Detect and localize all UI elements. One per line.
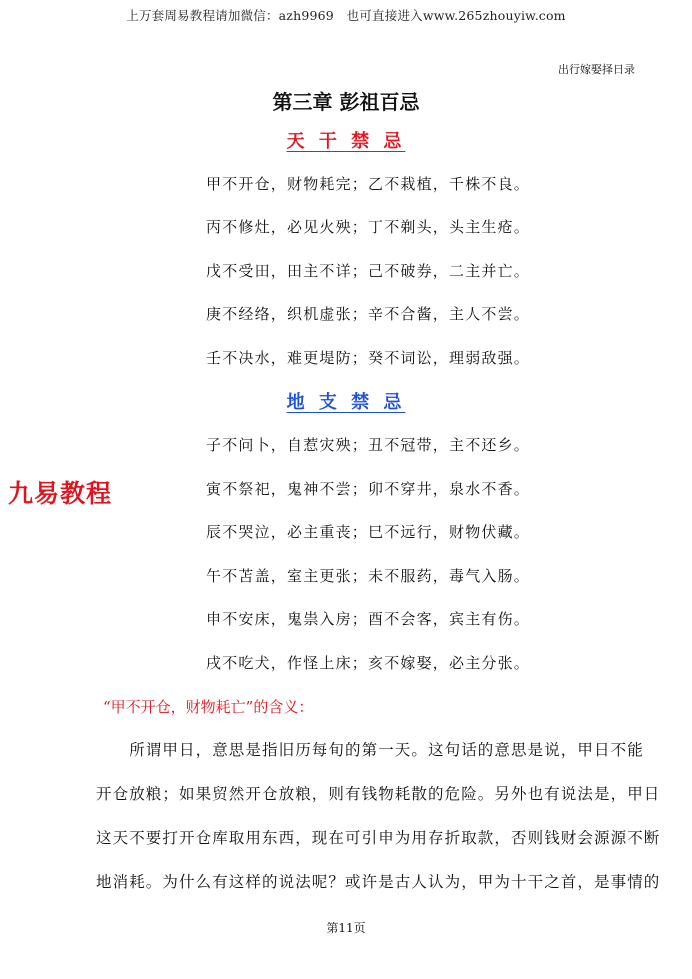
verse-line: 寅不祭祀，鬼神不尝；卯不穿井，泉水不香。: [206, 480, 531, 498]
section-title-dizhi: 地 支 禁 忌: [286, 392, 406, 413]
paragraph-line: 这天不要打开仓库取用东西，现在可引申为用存折取款，否则钱财会源源不断: [96, 829, 661, 847]
verse-line: 甲不开仓，财物耗完；乙不栽植，千株不良。: [206, 175, 531, 193]
watermark-logo: 九易教程: [8, 479, 113, 508]
section-title-tiangan: 天 干 禁 忌: [286, 131, 406, 152]
verse-line: 申不安床，鬼祟入房；酉不会客，宾主有伤。: [206, 610, 531, 628]
verse-line: 午不苫盖，室主更张；未不服药，毒气入肠。: [206, 567, 531, 585]
verse-line: 戊不受田，田主不详；己不破券，二主并亡。: [206, 262, 531, 280]
paragraph-line: 所谓甲日，意思是指旧历每旬的第一天。这句话的意思是说，甲日不能: [96, 741, 644, 759]
chapter-title: 第三章 彭祖百忌: [272, 90, 420, 114]
page-number: 第11页: [326, 921, 366, 935]
paragraph-line: 开仓放粮；如果贸然开仓放粮，则有钱物耗散的危险。另外也有说法是，甲日: [96, 785, 661, 803]
header-banner: 上万套周易教程请加微信：azh9969 也可直接进入www.265zhouyiw.com: [126, 8, 566, 23]
verse-line: 壬不决水，难更堤防；癸不词讼，理弱敌强。: [206, 349, 531, 367]
verse-line: 戌不吃犬，作怪上床；亥不嫁娶，必主分张。: [206, 654, 531, 672]
verse-line: 丙不修灶，必见火殃；丁不剃头，头主生疮。: [206, 218, 531, 236]
paragraph-line: 地消耗。为什么有这样的说法呢？或许是古人认为，甲为十干之首，是事情的: [96, 873, 661, 891]
toc-link[interactable]: 出行嫁娶择日录: [558, 63, 635, 76]
meaning-heading: “甲不开仓，财物耗亡”的含义：: [103, 698, 314, 716]
verse-line: 子不问卜，自惹灾殃；丑不冠带，主不还乡。: [206, 436, 531, 454]
verse-line: 辰不哭泣，必主重丧；巳不远行，财物伏藏。: [206, 523, 531, 541]
verse-line: 庚不经络，织机虚张；辛不合酱，主人不尝。: [206, 305, 531, 323]
